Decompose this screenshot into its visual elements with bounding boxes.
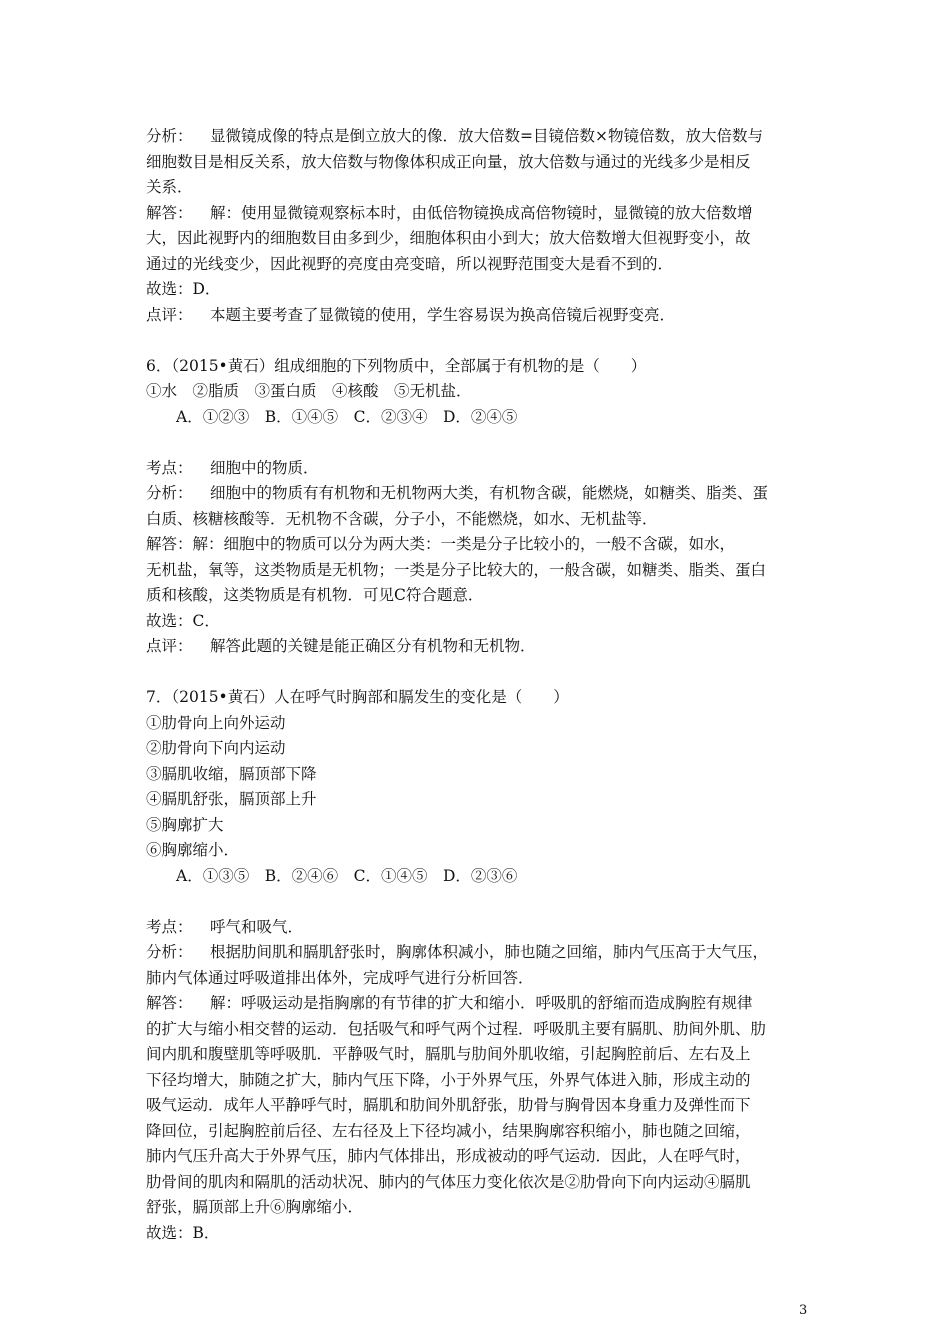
q6-point: 考点： 细胞中的物质． [146,458,319,477]
q6-answer-line-2: 无机盐，氧等，这类物质是无机物；一类是分子比较大的，一般含碳，如糖类、脂类、蛋白 [146,560,767,579]
q7-item-1: ①肋骨向上向外运动 [146,713,286,732]
q7-answer-line-5: 吸气运动．成年人平静呼气时，膈肌和肋间外肌舒张，肋骨与胸骨因本身重力及弹性而下 [146,1096,751,1114]
q7-answer-line-4: 下径均增大，肺随之扩大，肺内气压下降，小于外界气压，外界气体进入肺，形成主动的 [146,1070,751,1089]
q6-items: ①水 ②脂质 ③蛋白质 ④核酸 ⑤无机盐． [146,382,472,400]
q7-answer-line-7: 肺内气压升高大于外界气压，肺内气体排出，形成被动的呼气运动．因此，人在呼气时， [146,1147,751,1165]
q5-choice: 故选：D． [146,280,221,298]
q6-analysis-line-1: 分析： 细胞中的物质有有机物和无机物两大类，有机物含碳，能燃烧，如糖类、脂类、蛋 [146,484,769,502]
q7-point: 考点： 呼气和吸气． [146,917,304,936]
q5-analysis-line-1: 分析： 显微镜成像的特点是倒立放大的像．放大倍数=目镜倍数×物镜倍数，放大倍数与 [146,127,763,145]
q7-analysis-line-2: 肺内气体通过呼吸道排出体外，完成呼气进行分析回答． [146,968,534,987]
q7-item-6: ⑥胸廓缩小． [146,841,240,859]
q6-options: A．①②③ B．①④⑤ C．②③④ D．②④⑤ [176,407,518,426]
q6-answer-line-1: 解答：解：细胞中的物质可以分为两大类：一类是分子比较小的，一般不含碳，如水， [146,535,736,553]
q6-analysis-line-2: 白质、核糖核酸等．无机物不含碳，分子小，不能燃烧，如水、无机盐等． [146,509,658,528]
q7-answer-line-2: 的扩大与缩小相交替的运动．包括吸气和呼气两个过程．呼吸肌主要有膈肌、肋间外肌、肋 [146,1019,767,1038]
q7-answer-line-3: 间内肌和腹壁肌等呼吸肌．平静吸气时，膈肌与肋间外肌收缩，引起胸腔前后、左右及上 [146,1045,751,1063]
q7-item-2: ②肋骨向下向内运动 [146,739,286,757]
q7-choice: 故选：B． [146,1223,220,1242]
q5-answer-line-3: 通过的光线变少，因此视野的亮度由亮变暗，所以视野范围变大是看不到的． [146,254,674,273]
q5-analysis-line-2: 细胞数目是相反关系，放大倍数与物像体积成正向量，放大倍数与通过的光线多少是相反 [146,152,751,171]
q6-stem: 6．（2015•黄石）组成细胞的下列物质中，全部属于有机物的是（ ） [146,356,647,375]
q6-choice: 故选：C． [146,611,220,630]
q7-answer-line-6: 降回位，引起胸腔前后径、左右径及上下径均减小，结果胸廓容积缩小，肺也随之回缩， [146,1121,751,1140]
q7-answer-line-1: 解答： 解：呼吸运动是指胸廓的有节律的扩大和缩小．呼吸肌的舒缩而造成胸腔有规律 [146,994,753,1012]
q7-options: A．①③⑤ B．②④⑥ C．①④⑤ D．②③⑥ [176,866,518,885]
q6-answer-line-3: 质和核酸，这类物质是有机物．可见C符合题意． [146,586,484,604]
q5-answer-line-1: 解答： 解：使用显微镜观察标本时，由低倍物镜换成高倍物镜时，显微镜的放大倍数增 [146,203,753,222]
q7-item-5: ⑤胸廓扩大 [146,815,224,834]
q6-comment: 点评： 解答此题的关键是能正确区分有机物和无机物． [146,637,536,655]
q7-item-4: ④膈肌舒张，膈顶部上升 [146,790,317,808]
q7-answer-line-9: 舒张，膈顶部上升⑥胸廓缩小． [146,1198,364,1216]
q7-item-3: ③膈肌收缩，膈顶部下降 [146,764,317,783]
document-page [146,124,818,1246]
q7-analysis-line-1: 分析： 根据肋间肌和膈肌舒张时，胸廓体积减小，肺也随之回缩，肺内气压高于大气压， [146,943,769,961]
q5-analysis-line-3: 关系． [146,178,193,196]
q5-comment: 点评： 本题主要考查了显微镜的使用，学生容易误为换高倍镜后视野变亮． [146,305,676,324]
q5-answer-line-2: 大，因此视野内的细胞数目由多到少，细胞体积由小到大；放大倍数增大但视野变小，故 [146,229,751,247]
page-number: 3 [799,1303,808,1318]
q7-answer-line-8: 肋骨间的肌肉和隔肌的活动状况、肺内的气体压力变化依次是②肋骨向下向内运动④膈肌 [146,1172,751,1191]
q7-stem: 7．（2015•黄石）人在呼气时胸部和膈发生的变化是（ ） [146,688,569,706]
